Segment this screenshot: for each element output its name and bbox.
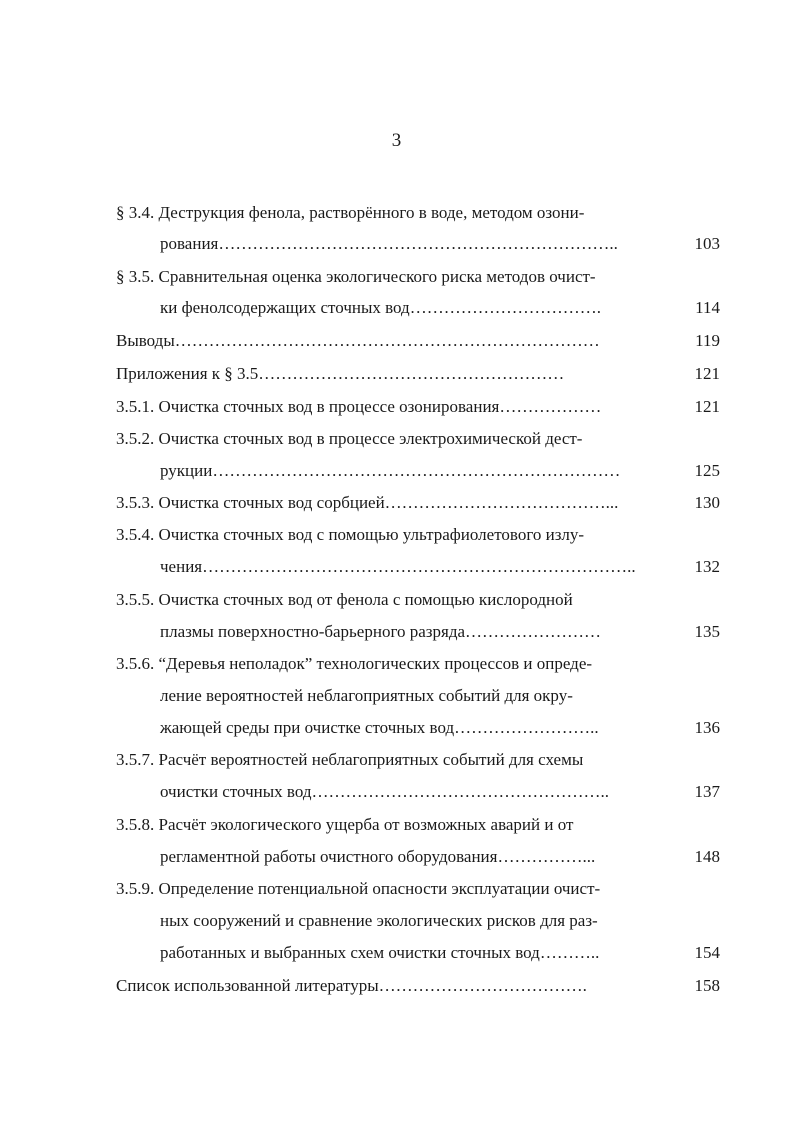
toc-entry-text: очистки сточных вод…………………………………………….. <box>160 782 609 801</box>
toc-page-number: 130 <box>694 493 720 512</box>
toc-entry-text: ки фенолсодержащих сточных вод……………………………. <box>160 298 601 317</box>
toc-entry-text: рукции……………………………………………………………… <box>160 461 621 480</box>
toc-page-number: 103 <box>694 234 720 253</box>
toc-entry-text: ление вероятностей неблагоприятных событий для окру- <box>160 686 573 705</box>
toc-entry-text: Выводы………………………………………………………………… <box>116 331 600 350</box>
toc-entry-text: 3.5.2. Очистка сточных вод в процессе электрохимической дест- <box>116 429 583 448</box>
toc-entry-text: § 3.4. Деструкция фенола, растворённого в воде, методом озони- <box>116 203 585 222</box>
toc-entry-text: 3.5.6. “Деревья неполадок” технологических процессов и опреде- <box>116 654 593 673</box>
toc-entry-text: 3.5.3. Очистка сточных вод сорбцией…………………………………... <box>116 493 619 512</box>
toc-page-number: 136 <box>694 718 720 737</box>
toc-entry-text: 3.5.8. Расчёт экологического ущерба от возможных аварий и от <box>116 815 574 834</box>
page-number: 3 <box>391 130 402 151</box>
toc-page-number: 121 <box>694 397 720 416</box>
toc-entry-text: Список использованной литературы………………………………. <box>116 976 587 995</box>
toc-page-number: 148 <box>694 847 720 866</box>
toc-entry-text: рования…………………………………………………………….. <box>160 234 618 253</box>
toc-entry-text: плазмы поверхностно-барьерного разряда…………………… <box>160 622 602 641</box>
toc-entry-text: § 3.5. Сравнительная оценка экологического риска методов очист- <box>116 267 596 286</box>
toc-entry-text: ных сооружений и сравнение экологических рисков для раз- <box>160 911 598 930</box>
toc-page-number: 125 <box>694 461 720 480</box>
toc-page-number: 137 <box>694 782 720 801</box>
toc-entry-text: 3.5.7. Расчёт вероятностей неблагоприятных событий для схемы <box>116 750 584 769</box>
toc-page-number: 158 <box>694 976 720 995</box>
toc-entry-text: чения………………………………………………………………….. <box>160 557 636 576</box>
toc-page-number: 114 <box>695 298 720 317</box>
toc-entry-text: регламентной работы очистного оборудования……………... <box>160 847 596 866</box>
toc-entry-text: 3.5.4. Очистка сточных вод с помощью ультрафиолетового излу- <box>116 525 585 544</box>
toc-entry-text: работанных и выбранных схем очистки сточных вод……….. <box>160 943 600 962</box>
toc-page-number: 154 <box>694 943 720 962</box>
toc-entry-text: 3.5.9. Определение потенциальной опасности эксплуатации очист- <box>116 879 601 898</box>
toc-entry-text: 3.5.1. Очистка сточных вод в процессе озонирования……………… <box>116 397 602 416</box>
toc-page-number: 119 <box>695 331 720 350</box>
toc-page-number: 132 <box>694 557 720 576</box>
toc-entry-text: Приложения к § 3.5……………………………………………… <box>116 364 565 383</box>
toc-page-number: 135 <box>694 622 720 641</box>
toc-entry-text: 3.5.5. Очистка сточных вод от фенола с помощью кислородной <box>116 590 573 609</box>
toc-entry-text: жающей среды при очистке сточных вод…………………….. <box>160 718 599 737</box>
toc-page-number: 121 <box>694 364 720 383</box>
